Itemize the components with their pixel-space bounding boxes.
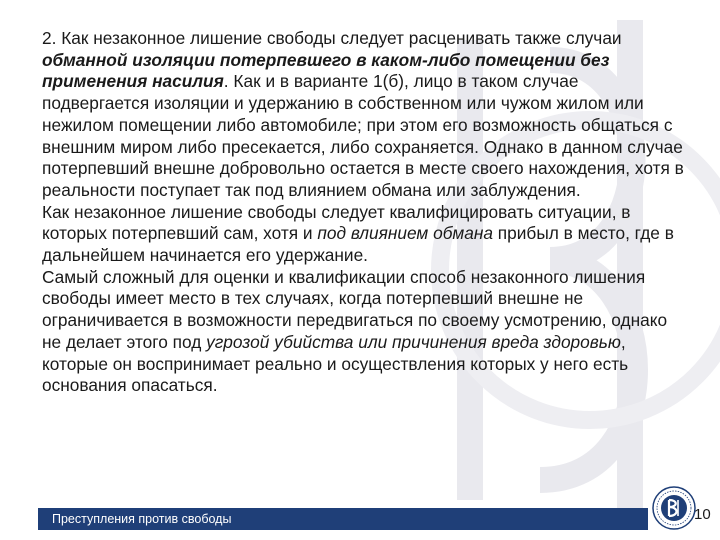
emphasis-italic: под влиянием обмана: [317, 223, 493, 244]
text-segment: прибыл в место, где в дальнейшем начинается его удержание.: [42, 223, 674, 266]
emphasis-bold-italic: обманной изоляции потерпевшего в каком-либо помещении без применения насилия: [42, 49, 610, 92]
paragraph: [42, 202, 687, 267]
paragraph: [42, 267, 687, 397]
emphasis-italic: угрозой убийства или причинения вреда здоровью: [206, 331, 621, 352]
text-segment: . Как и в варианте 1(б), лицо в таком случае подвергается изоляции и удержанию в собственном или чужом жилом или нежилом помещении либо автомобиле; при этом его возможность общаться с внешним миром либо пресекается, либо сохраняется. Однако в данном случае потерпевший внешне добровольно остается в месте своего нахождения, хотя в реальности поступает так под влиянием обмана или заблуждения.: [42, 71, 684, 200]
text-segment: Как незаконное лишение свободы следует квалифицировать ситуации, в которых потерпевший сам, хотя и: [42, 201, 631, 244]
text-segment: , которые он воспринимает реально и осуществления которых у него есть основания опасаться.: [42, 331, 629, 396]
text-segment: Самый сложный для оценки и квалификации способ незаконного лишения свободы имеет место в тех случаях, когда потерпевший внешне не ограничивается в возможности передвигаться по своему усмотрению, однако не делает этого под: [42, 266, 668, 352]
footer-title: Преступления против свободы: [52, 512, 232, 526]
university-seal-icon: [652, 486, 696, 530]
text-segment: 2. Как незаконное лишение свободы следует расценивать также случаи: [42, 28, 622, 48]
main-text: [42, 28, 687, 397]
paragraph: [42, 28, 687, 202]
page-number: 10: [694, 506, 711, 523]
